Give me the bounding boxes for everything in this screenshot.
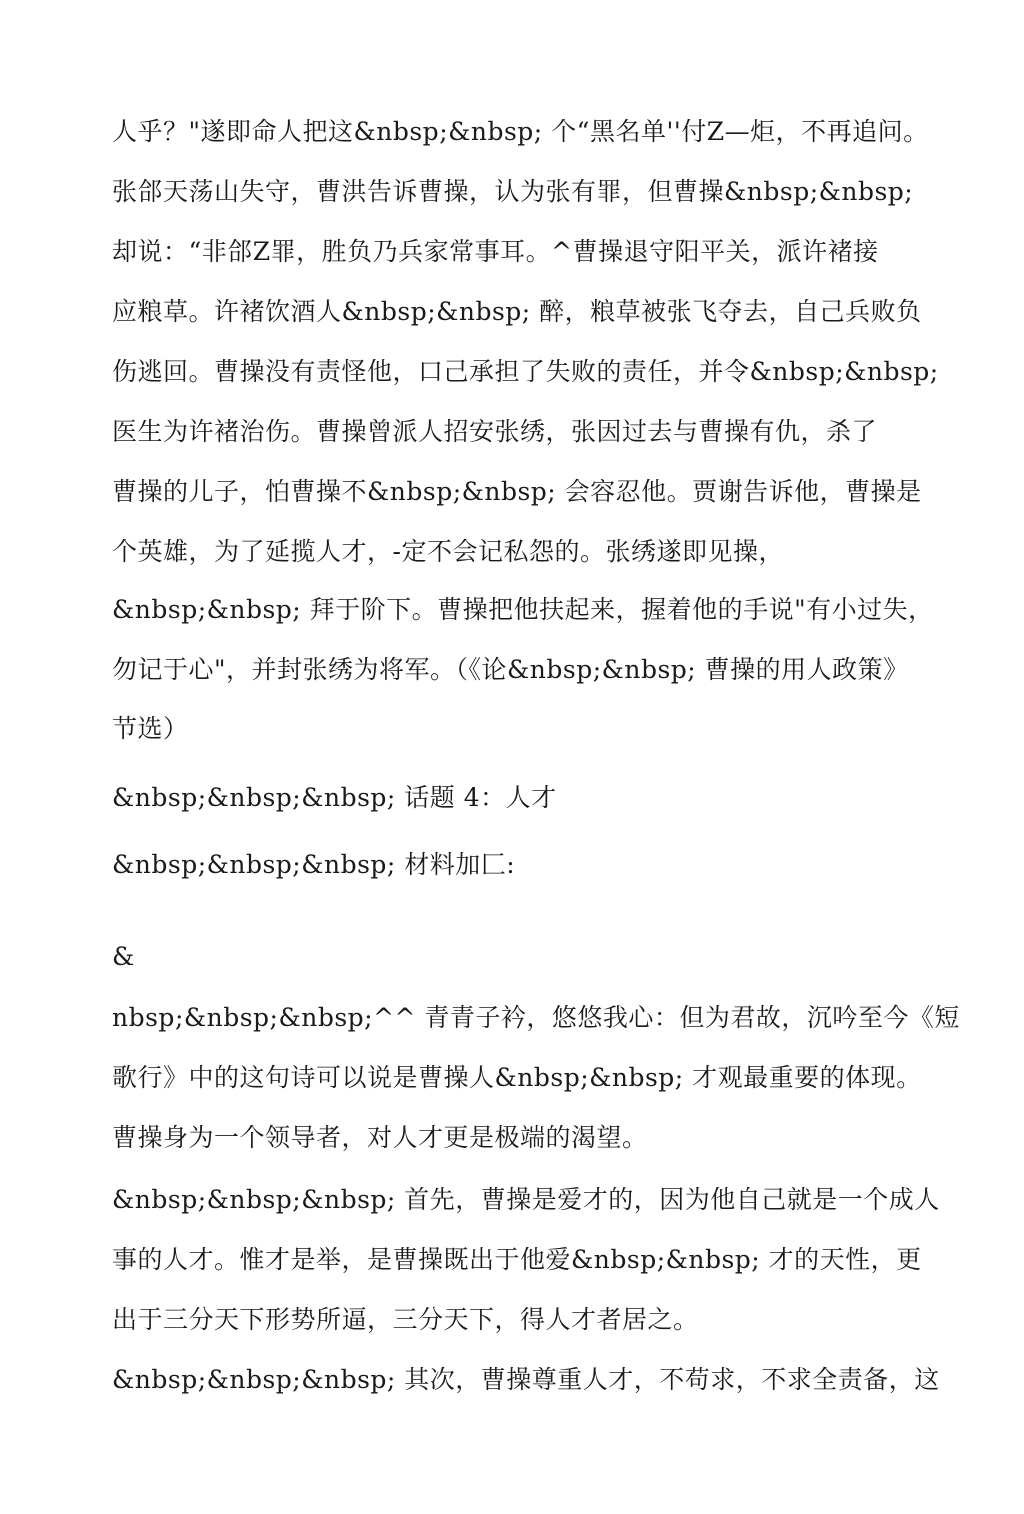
text-line: 出于三分天下形势所逼，三分天下，得人才者居之。 [112,1305,699,1334]
text-line: 却说：“非郃Z罪，胜负乃兵家常事耳。^曹操退守阳平关，派许褚接 [112,237,879,266]
text-line: 节选） [112,714,189,743]
material-heading: &nbsp;&nbsp;&nbsp; 材料加匚: [112,850,516,879]
text-line: 应粮草。许褚饮酒人&nbsp;&nbsp; 醉，粮草被张飞夺去，自己兵败负 [112,297,922,326]
text-line: 伤逃回。曹操没有责怪他，口己承担了失败的责任，并令&nbsp;&nbsp; [112,357,939,386]
text-line: 医生为许褚治伤。曹操曾派人招安张绣，张因过去与曹操有仇，杀了 [112,417,878,446]
text-line: 勿记于心"，并封张绣为将军。（《论&nbsp;&nbsp; 曹操的用人政策》 [112,655,909,684]
text-line: 曹操的儿子，怕曹操不&nbsp;&nbsp; 会容忍他。贾谢告诉他，曹操是 [112,477,922,506]
text-line: 个英雄，为了延揽人才，-定不会记私怨的。张绣遂即见操， [112,537,784,566]
text-line: & [112,942,135,971]
text-line: &nbsp;&nbsp; 拜于阶下。曹操把他扶起来，握着他的手说"有小过失， [112,595,934,624]
text-line: 事的人才。惟才是举，是曹操既出于他爱&nbsp;&nbsp; 才的天性，更 [112,1245,922,1274]
text-line: nbsp;&nbsp;&nbsp;^^ 青青子衿，悠悠我心：但为君故，沉吟至今《短 [112,1003,960,1032]
text-line: 张郃天荡山失守，曹洪告诉曹操，认为张有罪，但曹操&nbsp;&nbsp; [112,177,914,206]
text-line: 曹操身为一个领导者，对人才更是极端的渴望。 [112,1123,648,1152]
section-heading: &nbsp;&nbsp;&nbsp; 话题 4：人才 [112,783,557,812]
text-line: 歌行》中的这句诗可以说是曹操人&nbsp;&nbsp; 才观最重要的体现。 [112,1063,922,1092]
text-line: 人乎？"遂即命人把这&nbsp;&nbsp; 个“黑名单''付Z—炬，不再追问。 [112,117,929,146]
text-line: &nbsp;&nbsp;&nbsp; 其次，曹操尊重人才，不苟求，不求全责备，这 [112,1365,940,1394]
text-line: &nbsp;&nbsp;&nbsp; 首先，曹操是爱才的，因为他自己就是一个成人 [112,1185,940,1214]
